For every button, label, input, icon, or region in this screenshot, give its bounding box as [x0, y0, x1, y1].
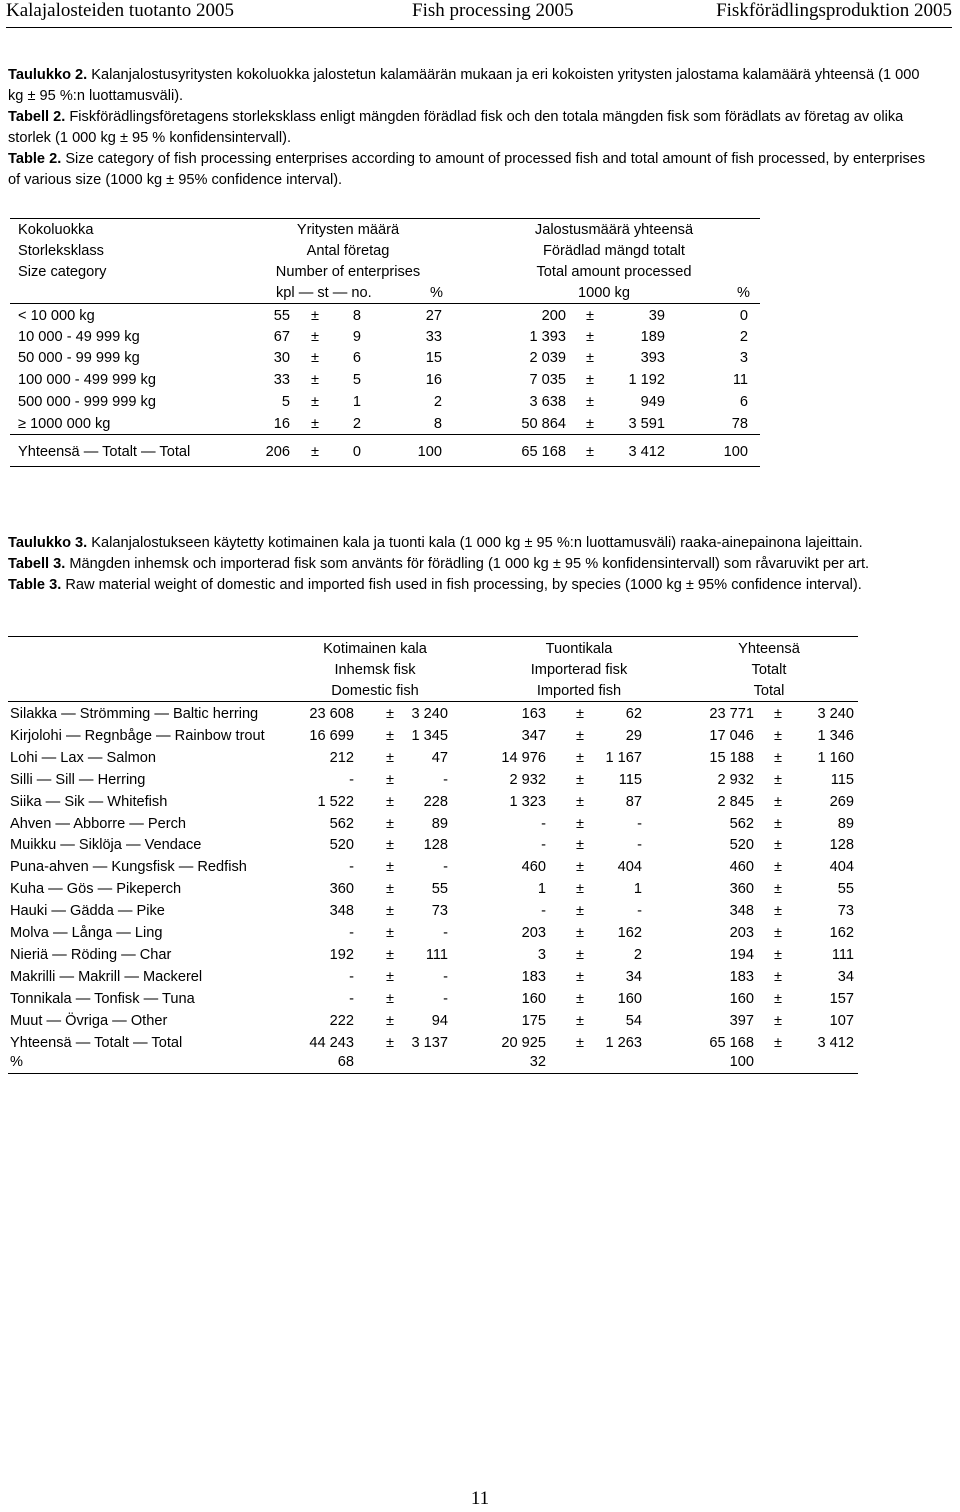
table2-category: Yhteensä — Totalt — Total	[18, 444, 191, 460]
table2-count-pct: 2	[433, 394, 442, 410]
table2-count-ci: 9	[352, 329, 361, 345]
table3-imported: -	[541, 903, 546, 920]
table3-imported-ci: -	[637, 903, 642, 920]
table3-domestic-ci: 3 240	[411, 706, 448, 722]
table2-header-col3-fi: Jalostusmäärä yhteensä	[534, 222, 694, 238]
table2-header-col1-fi: Kokoluokka	[18, 222, 94, 238]
table3-imported: 3	[537, 946, 546, 963]
plus-minus-sign: ±	[310, 416, 319, 432]
table3-imported: -	[541, 815, 546, 832]
table3-domestic: -	[349, 925, 354, 941]
table3-header-imported-sv: Importerad fisk	[530, 662, 628, 678]
table2-category: 50 000 - 99 999 kg	[18, 350, 140, 366]
table3-imported-ci: 1 167	[605, 749, 642, 766]
table2-amount-pct: 0	[739, 308, 748, 324]
table2-category: < 10 000 kg	[18, 308, 95, 324]
plus-minus-sign: ±	[585, 416, 594, 432]
table3-domestic: 1 522	[317, 793, 354, 810]
table2-count: 30	[273, 350, 290, 366]
table3-total: 520	[729, 837, 754, 854]
plus-minus-sign: ±	[310, 444, 319, 460]
table2-category: 500 000 - 999 999 kg	[18, 394, 156, 410]
table2-header-col2-sv: Antal företag	[306, 243, 390, 259]
table3-bottom-rule	[8, 1073, 858, 1074]
table3-domestic-ci: -	[443, 968, 448, 985]
table3-total-ci: 128	[829, 837, 854, 854]
table2-count-pct: 15	[425, 350, 442, 366]
table2-caption-fi-text: Kalanjalostusyritysten kokoluokka jalostetun kalamäärän mukaan ja eri kokoisten yritysten jalostama kalamäärä yhteensä (1 000 kg ± 95 %:n luottamusväli).	[8, 67, 920, 104]
table3-species: Silli — Sill — Herring	[10, 771, 146, 788]
plus-minus-sign: ±	[773, 771, 782, 788]
table3-caption-sv-text: Mängden inhemsk och importerad fisk som använts för förädling (1 000 kg ± 95 % konfidensintervall) som råvaruvikt per art.	[65, 556, 870, 572]
plus-minus-sign: ±	[773, 903, 782, 920]
table3-species: Kuha — Gös — Pikeperch	[10, 881, 182, 898]
table2-unit-pct1: %	[430, 285, 443, 301]
table3-species: Yhteensä — Totalt — Total	[10, 1034, 183, 1051]
plus-minus-sign: ±	[575, 925, 584, 941]
table2-count-pct: 27	[425, 308, 442, 324]
plus-minus-sign: ±	[385, 968, 394, 985]
table2-amount-pct: 3	[739, 350, 748, 366]
plus-minus-sign: ±	[310, 372, 319, 388]
table2-caption-sv-text: Fiskförädlingsföretagens storleksklass enligt mängden förädlad fisk och den totala mängden fisk som förädlats av företag av olika storlek (1 000 kg ± 95 % konfidensintervall).	[8, 109, 904, 146]
table3-imported-ci: 160	[617, 990, 642, 1007]
plus-minus-sign: ±	[585, 329, 594, 345]
table2-count-ci: 1	[352, 394, 361, 410]
table2-count-ci: 2	[352, 416, 361, 432]
page-number: 11	[470, 1488, 490, 1509]
table3-domestic: 16 699	[309, 727, 354, 744]
plus-minus-sign: ±	[575, 727, 584, 744]
table3-caption-sv-label: Tabell 3.	[8, 556, 66, 572]
table3-domestic: 23 608	[309, 706, 354, 722]
table3-header-imported-fi: Tuontikala	[545, 641, 613, 657]
table3-species: Muut — Övriga — Other	[10, 1012, 168, 1029]
table3-domestic-ci: 55	[431, 881, 448, 898]
plus-minus-sign: ±	[575, 946, 584, 963]
plus-minus-sign: ±	[575, 1012, 584, 1029]
plus-minus-sign: ±	[575, 793, 584, 810]
plus-minus-sign: ±	[575, 903, 584, 920]
table2-category: 10 000 - 49 999 kg	[18, 329, 140, 345]
plus-minus-sign: ±	[575, 990, 584, 1007]
table3-total-ci: 107	[829, 1012, 854, 1029]
plus-minus-sign: ±	[385, 881, 394, 898]
plus-minus-sign: ±	[385, 1012, 394, 1029]
table3-imported: 347	[521, 727, 546, 744]
table2-count-pct: 33	[425, 329, 442, 345]
table3-caption-fi-text: Kalanjalostukseen käytetty kotimainen kala ja tuonti kala (1 000 kg ± 95 %:n luottamusväli) raaka-ainepainona lajeittain.	[87, 535, 863, 551]
table3-total: 2 932	[717, 771, 754, 788]
table3-imported-pct: 32	[529, 1054, 546, 1070]
table3-total-ci: 3 240	[817, 706, 854, 722]
table2-header-col2-fi: Yritysten määrä	[296, 222, 400, 238]
table3-caption-en-label: Table 3.	[8, 577, 62, 593]
table3-imported: 2 932	[509, 771, 546, 788]
table2-unit-pct2: %	[737, 285, 750, 301]
table2-caption-en-text: Size category of fish processing enterprises according to amount of processed fish and total amount of fish processed, by enterprises of various size (1000 kg ± 95% confidence interval).	[8, 151, 926, 188]
plus-minus-sign: ±	[773, 1034, 782, 1051]
table3-domestic: 212	[329, 749, 354, 766]
plus-minus-sign: ±	[310, 394, 319, 410]
table3-domestic: 562	[329, 815, 354, 832]
plus-minus-sign: ±	[575, 881, 584, 898]
table3-domestic: -	[349, 771, 354, 788]
table3-total-ci: 3 412	[817, 1034, 854, 1051]
table3-total-ci: 115	[830, 771, 854, 788]
table3-imported-ci: 34	[625, 968, 642, 985]
plus-minus-sign: ±	[385, 727, 394, 744]
plus-minus-sign: ±	[773, 968, 782, 985]
table3-total: 17 046	[709, 727, 754, 744]
table3-species: Muikku — Siklöja — Vendace	[10, 837, 202, 854]
table2-category: ≥ 1000 000 kg	[18, 416, 111, 432]
table2-amount-ci: 3 412	[628, 444, 665, 460]
table3-domestic-ci: -	[443, 859, 448, 876]
plus-minus-sign: ±	[385, 990, 394, 1007]
plus-minus-sign: ±	[575, 706, 584, 722]
table3-imported: 160	[521, 990, 546, 1007]
table2-header-col2-en: Number of enterprises	[275, 264, 421, 280]
table3-species: Puna-ahven — Kungsfisk — Redfish	[10, 859, 247, 876]
plus-minus-sign: ±	[575, 1034, 584, 1051]
table3-total-ci: 111	[831, 946, 854, 963]
plus-minus-sign: ±	[385, 706, 394, 722]
table3-total: 23 771	[709, 706, 754, 722]
table3-total-ci: 55	[837, 881, 854, 898]
table2-count-pct: 16	[425, 372, 442, 388]
plus-minus-sign: ±	[385, 793, 394, 810]
table3-domestic-ci: 128	[423, 837, 448, 854]
table3-imported-ci: 1 263	[605, 1034, 642, 1051]
table3-species: Kirjolohi — Regnbåge — Rainbow trout	[10, 727, 265, 744]
plus-minus-sign: ±	[773, 727, 782, 744]
table3-percent-label: %	[10, 1054, 23, 1070]
table2-caption-fi-label: Taulukko 2.	[8, 67, 88, 83]
plus-minus-sign: ±	[585, 444, 594, 460]
table2-amount-ci: 393	[640, 350, 665, 366]
table3-imported-ci: 2	[633, 946, 642, 963]
plus-minus-sign: ±	[385, 837, 394, 854]
table3-domestic-ci: 3 137	[411, 1034, 448, 1051]
table3-domestic-ci: -	[443, 925, 448, 941]
plus-minus-sign: ±	[575, 859, 584, 876]
table3-species: Lohi — Lax — Salmon	[10, 749, 157, 766]
plus-minus-sign: ±	[773, 859, 782, 876]
table3-imported-ci: 162	[617, 925, 642, 941]
plus-minus-sign: ±	[310, 329, 319, 345]
table3-total: 65 168	[709, 1034, 754, 1051]
table3-header-total-sv: Totalt	[751, 662, 787, 678]
table3-domestic-ci: 228	[423, 793, 448, 810]
table3-header-domestic-sv: Inhemsk fisk	[334, 662, 416, 678]
table3-header-rule	[8, 701, 858, 702]
table2-amount-ci: 189	[640, 329, 665, 345]
table3-total: 2 845	[717, 793, 754, 810]
table3-domestic-ci: -	[443, 771, 448, 788]
table3-species: Tonnikala — Tonfisk — Tuna	[10, 990, 195, 1007]
table3-domestic: 520	[329, 837, 354, 854]
table3-caption-en-text: Raw material weight of domestic and imported fish used in fish processing, by species (1000 kg ± 95% confidence interval).	[61, 577, 862, 593]
table2-count: 5	[281, 394, 290, 410]
table2-count-ci: 6	[352, 350, 361, 366]
table3-imported: -	[541, 837, 546, 854]
plus-minus-sign: ±	[385, 749, 394, 766]
table3-imported-ci: 29	[625, 727, 642, 744]
table3-domestic-pct: 68	[337, 1054, 354, 1070]
table2-amount-ci: 3 591	[628, 416, 665, 432]
table3-imported: 183	[521, 968, 546, 985]
table3-header-imported-en: Imported fish	[536, 683, 622, 699]
table3-domestic: 192	[329, 946, 354, 963]
plus-minus-sign: ±	[773, 706, 782, 722]
table3-total-ci: 157	[829, 990, 854, 1007]
table2-amount: 50 864	[521, 416, 566, 432]
table2-amount-pct: 78	[731, 416, 748, 432]
header-right-title: Fiskförädlingsproduktion 2005	[716, 0, 952, 21]
table3-header-domestic-fi: Kotimainen kala	[323, 641, 427, 657]
table2-count-pct: 100	[417, 444, 442, 460]
table2-amount: 65 168	[521, 444, 566, 460]
plus-minus-sign: ±	[575, 968, 584, 985]
table3-domestic: 222	[329, 1012, 354, 1029]
plus-minus-sign: ±	[310, 350, 319, 366]
table3-header-domestic-en: Domestic fish	[331, 683, 419, 699]
plus-minus-sign: ±	[585, 394, 594, 410]
table3-imported: 20 925	[501, 1034, 546, 1051]
table3-species: Hauki — Gädda — Pike	[10, 903, 165, 920]
table2-unit-count: kpl — st — no.	[276, 285, 372, 301]
plus-minus-sign: ±	[575, 749, 584, 766]
plus-minus-sign: ±	[385, 815, 394, 832]
plus-minus-sign: ±	[575, 771, 584, 788]
table3-total-ci: 269	[829, 793, 854, 810]
table3-domestic: 44 243	[309, 1034, 354, 1051]
table3-total: 348	[729, 903, 754, 920]
plus-minus-sign: ±	[773, 881, 782, 898]
table2-amount-pct: 100	[723, 444, 748, 460]
table3-total: 194	[729, 946, 754, 963]
table3-total-ci: 89	[837, 815, 854, 832]
table2-count: 206	[265, 444, 290, 460]
table3-total: 397	[729, 1012, 754, 1029]
table3-imported: 1 323	[509, 793, 546, 810]
table3-imported-ci: 115	[618, 771, 642, 788]
table2-count: 55	[273, 308, 290, 324]
table3-total-pct: 100	[729, 1054, 754, 1070]
table3-species: Siika — Sik — Whitefish	[10, 793, 168, 810]
table3-domestic-ci: 47	[431, 749, 448, 766]
table3-total: 160	[729, 990, 754, 1007]
table3-species: Ahven — Abborre — Perch	[10, 815, 187, 832]
table2-count: 33	[273, 372, 290, 388]
table3-domestic-ci: 94	[431, 1012, 448, 1029]
table3-total: 562	[729, 815, 754, 832]
plus-minus-sign: ±	[773, 837, 782, 854]
table2-amount: 1 393	[529, 329, 566, 345]
plus-minus-sign: ±	[773, 793, 782, 810]
table3-imported: 163	[521, 706, 546, 722]
table3-domestic-ci: -	[443, 990, 448, 1007]
plus-minus-sign: ±	[773, 990, 782, 1007]
table2-amount: 7 035	[529, 372, 566, 388]
table3-imported: 203	[521, 925, 546, 941]
table3-imported: 175	[521, 1012, 546, 1029]
header-left-title: Kalajalosteiden tuotanto 2005	[6, 0, 234, 21]
plus-minus-sign: ±	[385, 771, 394, 788]
table3-domestic: 348	[329, 903, 354, 920]
table3-domestic: -	[349, 859, 354, 876]
table2-caption-sv-label: Tabell 2.	[8, 109, 66, 125]
table3-species: Silakka — Strömming — Baltic herring	[10, 706, 259, 722]
plus-minus-sign: ±	[385, 925, 394, 941]
table2-count: 16	[273, 416, 290, 432]
table3-imported-ci: -	[637, 815, 642, 832]
table3-total-ci: 1 346	[817, 727, 854, 744]
table3-total-ci: 162	[829, 925, 854, 941]
table3-total: 15 188	[709, 749, 754, 766]
plus-minus-sign: ±	[773, 946, 782, 963]
table2-amount-ci: 1 192	[628, 372, 665, 388]
plus-minus-sign: ±	[773, 815, 782, 832]
table2-amount-pct: 11	[732, 372, 748, 388]
table3-domestic: 360	[329, 881, 354, 898]
plus-minus-sign: ±	[773, 1012, 782, 1029]
table2-amount: 200	[541, 308, 566, 324]
table2-header-col3-en: Total amount processed	[536, 264, 692, 280]
table3-imported: 14 976	[501, 749, 546, 766]
table3-species: Nieriä — Röding — Char	[10, 946, 172, 963]
table2-amount-pct: 6	[739, 394, 748, 410]
table2-amount-ci: 949	[640, 394, 665, 410]
table3-species: Molva — Långa — Ling	[10, 925, 163, 941]
table3-imported: 460	[521, 859, 546, 876]
table2-count-pct: 8	[433, 416, 442, 432]
plus-minus-sign: ±	[585, 350, 594, 366]
table3-imported-ci: 62	[625, 706, 642, 722]
table3-imported-ci: 404	[617, 859, 642, 876]
table3-domestic: -	[349, 990, 354, 1007]
table2-amount: 2 039	[529, 350, 566, 366]
table3-total-ci: 1 160	[817, 749, 854, 766]
table3-top-rule	[8, 636, 858, 637]
table3-domestic-ci: 1 345	[411, 727, 448, 744]
table2-amount-pct: 2	[739, 329, 748, 345]
header-center-title: Fish processing 2005	[412, 0, 574, 21]
table3-header-total-fi: Yhteensä	[738, 641, 800, 657]
plus-minus-sign: ±	[385, 946, 394, 963]
table3-domestic-ci: 111	[425, 946, 448, 963]
plus-minus-sign: ±	[575, 815, 584, 832]
table2-caption-en-label: Table 2.	[8, 151, 62, 167]
table3-total: 460	[729, 859, 754, 876]
table2-count-ci: 8	[352, 308, 361, 324]
table3-domestic-ci: 73	[431, 903, 448, 920]
table2-header-col1-sv: Storleksklass	[18, 243, 104, 259]
plus-minus-sign: ±	[585, 308, 594, 324]
table3-total-ci: 34	[837, 968, 854, 985]
table2-count-ci: 5	[352, 372, 361, 388]
table2-header-col3-sv: Förädlad mängd totalt	[543, 243, 685, 259]
table3-imported-ci: 1	[633, 881, 642, 898]
plus-minus-sign: ±	[385, 1034, 394, 1051]
table3-total-ci: 404	[829, 859, 854, 876]
table3-domestic: -	[349, 968, 354, 985]
plus-minus-sign: ±	[575, 837, 584, 854]
table3-total: 183	[729, 968, 754, 985]
plus-minus-sign: ±	[385, 903, 394, 920]
table2-unit-amount: 1000 kg	[578, 285, 630, 301]
table3-imported-ci: -	[637, 837, 642, 854]
table2-count-ci: 0	[352, 444, 361, 460]
table3-total: 203	[729, 925, 754, 941]
table3-caption-fi-label: Taulukko 3.	[8, 535, 88, 551]
plus-minus-sign: ±	[773, 749, 782, 766]
table3-imported-ci: 87	[625, 793, 642, 810]
table3-imported-ci: 54	[625, 1012, 642, 1029]
table3-total: 360	[729, 881, 754, 898]
table2-count: 67	[273, 329, 290, 345]
table2-amount-ci: 39	[648, 308, 665, 324]
table2-header-col1-en: Size category	[18, 264, 107, 280]
table3-header-total-en: Total	[753, 683, 785, 699]
plus-minus-sign: ±	[585, 372, 594, 388]
plus-minus-sign: ±	[385, 859, 394, 876]
table3-species: Makrilli — Makrill — Mackerel	[10, 968, 203, 985]
table2-amount: 3 638	[529, 394, 566, 410]
table2-category: 100 000 - 499 999 kg	[18, 372, 156, 388]
table3-total-ci: 73	[837, 903, 854, 920]
table3-imported: 1	[537, 881, 546, 898]
table3-domestic-ci: 89	[431, 815, 448, 832]
plus-minus-sign: ±	[310, 308, 319, 324]
plus-minus-sign: ±	[773, 925, 782, 941]
